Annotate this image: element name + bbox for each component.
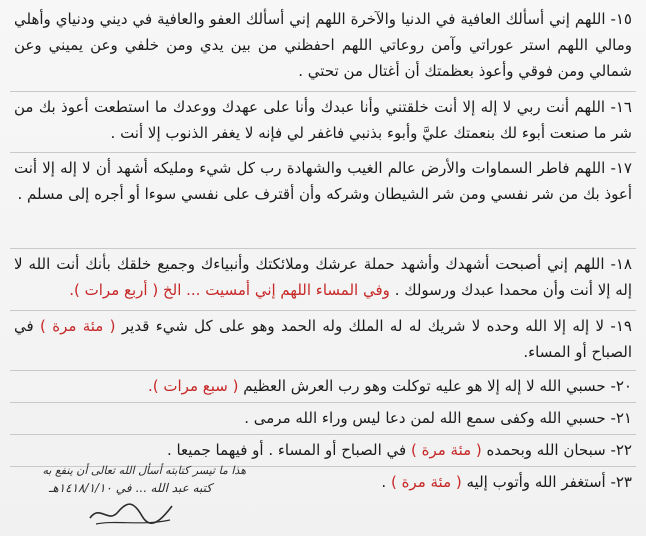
- handwritten-signature: [14, 462, 246, 530]
- dua-21-text: ٢١- حسبي الله وكفى سمع الله لمن دعا ليس وراء الله مرمى .: [244, 409, 632, 427]
- dua-item-16: [14, 94, 632, 146]
- dua-20-text: ٢٠- حسبي الله لا إله إلا هو عليه توكلت وهو رب العرش العظيم: [243, 377, 632, 395]
- dua-23-text: ٢٣- أستغفر الله وأتوب إليه: [466, 473, 632, 491]
- dua-23-end: .: [381, 473, 387, 491]
- divider: [10, 434, 636, 435]
- signature-note: هذا ما تيسر كتابته أسأل الله تعالى أن ينفع به: [42, 464, 246, 477]
- dua-item-15: [14, 6, 632, 84]
- divider: [10, 248, 636, 249]
- dua-15-text: ١٥- اللهم إني أسألك العافية في الدنيا والآخرة اللهم إني أسألك العفو والعافية في ديني ودنياي وأهلي ومالي اللهم استر عوراتي وآمن روعاتي اللهم احفظني من بين يدي ومن خلفي وعن يميني وعن شمالي ومن فوقي وأعوذ بعظمتك أن أغتال من تحتي .: [14, 10, 632, 80]
- dua-20-count: ( سبع مرات ).: [147, 377, 239, 395]
- dua-19-text: ١٩- لا إله إلا الله وحده لا شريك له له الملك وله الحمد وهو على كل شيء قدير: [121, 317, 632, 335]
- signature-scribble-icon: [86, 496, 176, 528]
- divider: [10, 91, 636, 92]
- dua-19-count: ( مئة مرة ): [40, 317, 116, 335]
- divider: [10, 370, 636, 371]
- dua-item-23: [381, 469, 632, 495]
- dua-item-19: [14, 313, 632, 365]
- divider: [10, 310, 636, 311]
- divider: [10, 402, 636, 403]
- signature-author-date: كتبه عبد الله ... في ١٤١٨/١/١٠هـ: [48, 481, 212, 495]
- dua-18-count-note: وفي المساء اللهم إني أمسيت ... الخ ( أربع مرات ).: [69, 281, 390, 299]
- dua-22-count: ( مئة مرة ): [410, 441, 482, 459]
- dua-16-text: ١٦- اللهم أنت ربي لا إله إلا أنت خلقتني وأنا عبدك وأنا على عهدك ووعدك ما استطعت أعوذ بك من شر ما صنعت أبوء لك بنعمتك عليَّ وأبوء بذنبي فاغفر لي فإنه لا يغفر الذنوب إلا أنت .: [14, 98, 632, 142]
- dua-19-time: في الصباح أو المساء.: [14, 317, 632, 361]
- dua-22-text: ٢٢- سبحان الله وبحمده: [486, 441, 632, 459]
- dua-item-17: [14, 155, 632, 207]
- dua-18-text: ١٨- اللهم إني أصبحت أشهدك وأشهد حملة عرشك وملائكتك وأنبياءك وجميع خلقك بأنك أنت الله لا إله إلا أنت وأن محمدا عبدك ورسولك .: [14, 255, 632, 299]
- dua-item-18: [14, 251, 632, 303]
- divider: [10, 152, 636, 153]
- dua-22-time: في الصباح أو المساء . أو فيهما جميعا .: [166, 441, 407, 459]
- dua-item-22: [167, 437, 632, 463]
- dua-23-count: ( مئة مرة ): [390, 473, 462, 491]
- dua-17-text: ١٧- اللهم فاطر السماوات والأرض عالم الغيب والشهادة رب كل شيء ومليكه أشهد أن لا إله إلا أنت أعوذ بك من شر نفسي ومن شر الشيطان وشركه وأن أقترف على نفسي سوءا أو أجره إلى مسلم .: [14, 159, 632, 203]
- dua-item-20: [148, 373, 632, 399]
- dua-item-21: [244, 405, 632, 431]
